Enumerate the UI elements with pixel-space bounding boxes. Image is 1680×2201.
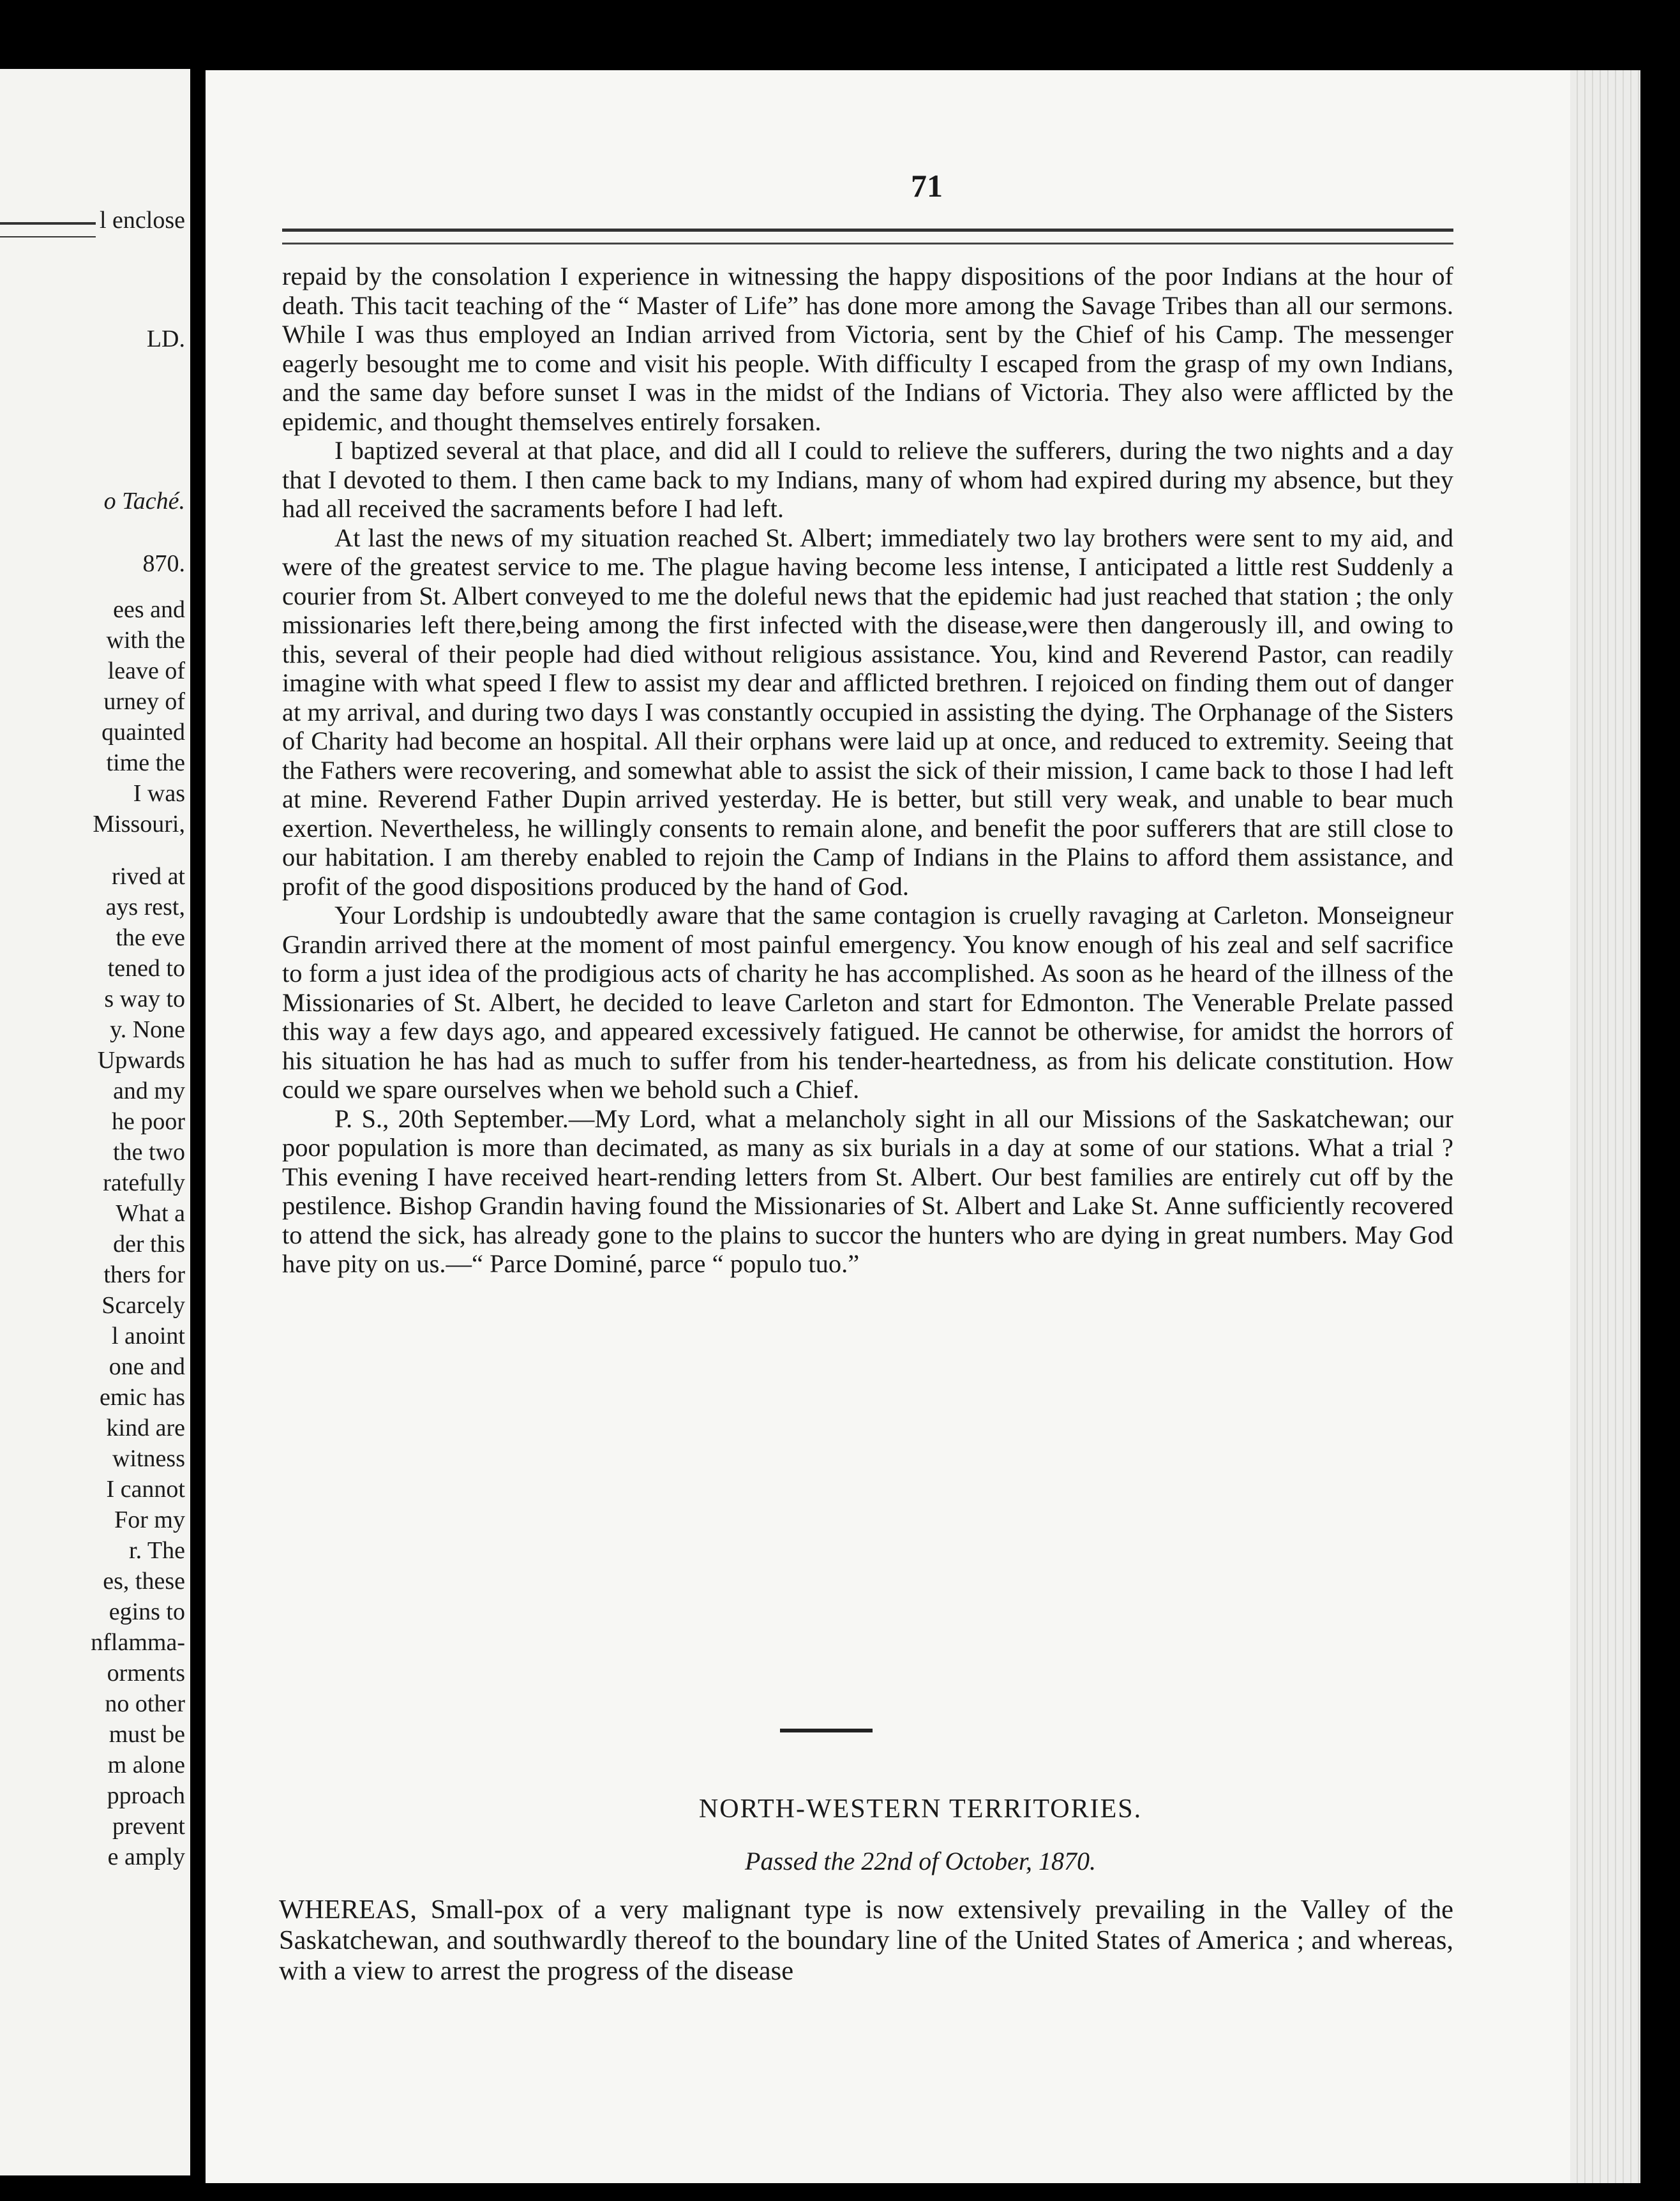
left-text-fragment: es, these bbox=[103, 1568, 185, 1595]
left-text-fragment: with the bbox=[106, 627, 185, 654]
postscript-paragraph: P. S., 20th September.—My Lord, what a melancholy sight in all our Missions of the Saskatchewan; our poor population is more than decimated, as many as six burials in a day at some of our stations. What a trial ? This evening I have received heart-rending letters from St. Albert. Our best families are entirely cut off by the pestilence. Bishop Grandin having found the Missionaries of St. Albert and Lake St. Anne sufficiently recovered to attend the sick, has already gone to the plains to succor the hunters who are dying in great numbers. May God have pity on us.—“ Parce Dominé, parce “ populo tuo.” bbox=[282, 1104, 1453, 1278]
left-text-fragment: quainted bbox=[101, 719, 185, 746]
section-heading: NORTH-WESTERN TERRITORIES. bbox=[698, 1794, 1143, 1824]
left-text-fragment: For my bbox=[114, 1506, 185, 1533]
left-text-fragment: m alone bbox=[107, 1752, 185, 1778]
section-divider bbox=[780, 1729, 873, 1732]
left-text-fragment: l anoint bbox=[111, 1323, 185, 1349]
page-edge bbox=[1570, 70, 1640, 2183]
left-text-fragment: ees and bbox=[113, 596, 185, 623]
left-text-fragment: he poor bbox=[111, 1108, 185, 1135]
left-text-fragment: urney of bbox=[103, 688, 185, 715]
left-text-fragment: time the bbox=[106, 749, 185, 776]
left-text-fragment: egins to bbox=[109, 1598, 185, 1625]
paragraph: Your Lordship is undoubtedly aware that the same contagion is cruelly ravaging at Carleton. Monseigneur Grandin arrived there at the moment of most painful emergency. You know enough of his zeal and self sacrifice to form a just idea of the prodigious acts of charity he has accomplished. As soon as he heard of the illness of the Missionaries of St. Albert, he decided to leave Carleton and start for Edmonton. The Venerable Prelate passed this way a few days ago, and appeared excessively fatigued. He cannot be otherwise, for amidst the horrors of his situation he has had as much to suffer from his tender-heartedness, as from his delicate constitution. How could we spare ourselves when we behold such a Chief. bbox=[282, 901, 1453, 1104]
left-text-fragment: kind are bbox=[106, 1415, 185, 1441]
section-date: Passed the 22nd of October, 1870. bbox=[745, 1847, 1096, 1875]
left-text-fragment: and my bbox=[113, 1078, 185, 1104]
left-text-fragment: o Taché. bbox=[103, 488, 185, 515]
left-page-fragment bbox=[0, 69, 190, 2175]
header-rule-thin bbox=[282, 243, 1453, 244]
left-text-fragment: I was bbox=[133, 780, 185, 807]
page-number: 71 bbox=[911, 168, 943, 204]
left-text-fragment: no other bbox=[105, 1690, 185, 1717]
left-text-fragment: Missouri, bbox=[93, 811, 185, 838]
left-text-fragment: nflamma- bbox=[91, 1629, 185, 1656]
left-text-fragment: Upwards bbox=[97, 1047, 185, 1074]
left-text-fragment: Scarcely bbox=[101, 1292, 185, 1319]
whereas-paragraph: WHEREAS, Small-pox of a very malignant type is now extensively prevailing in the Valley of the Saskatchewan, and southwardly thereof to the boundary line of the United States of America ; and whereas, with a view to arrest the progress of the disease bbox=[279, 1895, 1453, 1986]
letter-body bbox=[282, 262, 1453, 1279]
left-text-fragment: orments bbox=[107, 1660, 185, 1686]
left-text-fragment: I cannot bbox=[106, 1476, 185, 1503]
left-text-fragment: must be bbox=[109, 1721, 185, 1748]
left-text-fragment: 870. bbox=[142, 550, 185, 577]
paragraph-continued: repaid by the consolation I experience in witnessing the happy dispositions of the poor Indians at the hour of death. This tacit teaching of the “ Master of Life” has done more among the Savage Tribes than all our sermons. While I was thus employed an Indian arrived from Victoria, sent by the Chief of his Camp. The messenger eagerly besought me to come and visit his people. With difficulty I escaped from the grasp of my own Indians, and the same day before sunset I was in the midst of the Indians of Victoria. They also were afflicted by the epidemic, and thought themselves entirely forsaken. bbox=[282, 262, 1453, 436]
left-text-fragment: leave of bbox=[107, 657, 185, 684]
left-top-rule-thin bbox=[0, 236, 96, 237]
header-rule bbox=[282, 229, 1453, 232]
left-text-fragment: e amply bbox=[107, 1844, 185, 1870]
left-text-fragment: witness bbox=[112, 1445, 185, 1472]
left-text-fragment: LD. bbox=[146, 326, 185, 352]
left-text-fragment: pproach bbox=[107, 1782, 185, 1809]
left-text-fragment: emic has bbox=[99, 1384, 185, 1411]
left-text-fragment: the two bbox=[113, 1139, 185, 1166]
left-text-fragment: der this bbox=[113, 1231, 185, 1258]
left-text-fragment: the eve bbox=[116, 924, 185, 951]
left-text-fragment: prevent bbox=[112, 1813, 185, 1840]
paragraph: I baptized several at that place, and did all I could to relieve the sufferers, during the two nights and a day that I devoted to them. I then came back to my Indians, many of whom had expired during my absence, but they had all received the sacraments before I had left. bbox=[282, 436, 1453, 523]
left-text-fragment: l enclose bbox=[99, 207, 185, 234]
left-text-fragment: rived at bbox=[111, 863, 185, 890]
left-text-fragment: s way to bbox=[104, 986, 185, 1012]
left-text-fragment: What a bbox=[116, 1200, 185, 1227]
left-text-fragment: thers for bbox=[103, 1261, 185, 1288]
left-text-fragment: r. The bbox=[129, 1537, 185, 1564]
paragraph: At last the news of my situation reached St. Albert; immediately two lay brothers were sent to my aid, and were of the greatest service to me. The plague having become less intense, I anticipated a little rest Suddenly a courier from St. Albert conveyed to me the doleful news that the epidemic had just reached that station ; the only missionaries left there,being among the first infected with the disease,were then dangerously ill, and owing to this, several of their people had died without religious assistance. You, kind and Reverend Pastor, can readily imagine with what speed I flew to assist my dear and afflicted brethren. I rejoiced on finding them out of danger at my arrival, and during two days I was constantly occupied in assisting the dying. The Orphanage of the Sisters of Charity had become an hospital. All their orphans were laid up at once, and reduced to extremity. Seeing that the Fathers were recovering, and somewhat able to assist the sick of their mission, I came back to those I had left at mine. Reverend Father Dupin arrived yesterday. He is better, but still very weak, and unable to bear much exertion. Nevertheless, he willingly consents to remain alone, and benefit the poor sufferers that are still close to our habitation. I am thereby enabled to rejoin the Camp of Indians in the Plains to afford them assistance, and profit of the good dispositions produced by the hand of God. bbox=[282, 523, 1453, 901]
left-text-fragment: ays rest, bbox=[105, 894, 185, 920]
right-page bbox=[206, 70, 1635, 2183]
left-text-fragment: tened to bbox=[107, 955, 185, 982]
left-top-rule bbox=[0, 222, 96, 225]
left-text-fragment: ratefully bbox=[103, 1169, 185, 1196]
left-text-fragment: one and bbox=[109, 1353, 185, 1380]
left-text-fragment: y. None bbox=[110, 1016, 185, 1043]
